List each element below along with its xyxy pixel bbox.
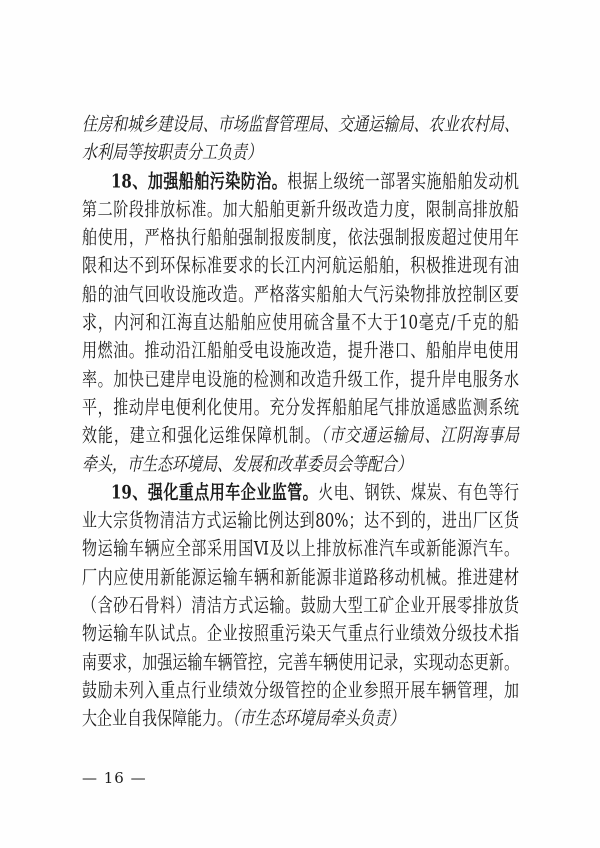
text-run-body: 南要求，加强运输车辆管控，完善车辆使用记录，实现动态更新。 [82, 650, 519, 673]
text-run-body: 求，内河和江海直达船舶应使用硫含量不大于10毫克/千克的船 [82, 310, 519, 334]
text-run-body: 物运输车队试点。企业按照重污染天气重点行业绩效分级技术指 [82, 621, 519, 645]
text-run-kaiti: 住房和城乡建设局、市场监督管理局、交通运输局、农业农村局、 [82, 112, 519, 136]
document-body [82, 110, 519, 733]
text-run-body: 厂内应使用新能源运输车辆和新能源非道路移动机械。推进建材 [82, 565, 519, 589]
text-run-body: 第二阶段排放标准。加大船舶更新升级改造力度，限制高排放船 [82, 197, 519, 221]
text-run-body: 船的油气回收设施改造。严格落实船舶大气污染物排放控制区要 [82, 282, 519, 306]
text-run-body: 火电、钢铁、煤炭、有色等行 [318, 480, 519, 504]
text-run-kaiti: 牵头，市生态环境局、发展和改革委员会等配合） [82, 452, 413, 475]
text-run-heading: 19、强化重点用车企业监管。 [111, 480, 319, 504]
document-line [82, 701, 519, 737]
text-run-body: 大企业自我保障能力。 [82, 706, 233, 730]
text-run-kaiti: （市生态环境局牵头负责） [232, 706, 405, 730]
text-run-kaiti: （市交通运输局、江阴海事局 [320, 423, 519, 447]
text-run-heading: 18、加强船舶污染防治。 [111, 169, 288, 192]
text-run-body: 鼓励未列入重点行业绩效分级管控的企业参照开展车辆管理，加 [82, 678, 519, 702]
text-run-body: 平，推动岸电便利化使用。充分发挥船舶尾气排放遥感监测系统 [82, 395, 519, 419]
text-run-body: 根据上级统一部署实施船舶发动机 [287, 169, 519, 192]
text-run-kaiti: 水利局等按职责分工负责） [82, 140, 263, 164]
text-run-body: 舶使用，严格执行船舶强制报废制度，依法强制报废超过使用年 [82, 225, 519, 249]
text-run-body: 物运输车辆应全部采用国Ⅵ及以上排放标准汽车或新能源汽车。 [82, 537, 519, 560]
text-run-body: 限和达不到环保标准要求的长江内河航运船舶，积极推进现有油 [82, 254, 519, 277]
text-run-body: （含砂石骨料）清洁方式运输。鼓励大型工矿企业开展零排放货 [82, 593, 519, 617]
page-number: — 16 — [82, 769, 147, 787]
text-run-body: 业大宗货物清洁方式运输比例达到80%；达不到的，进出厂区货 [82, 508, 519, 532]
text-run-body: 用燃油。推动沿江船舶受电设施改造，提升港口、船舶岸电使用 [82, 338, 519, 362]
text-run-body: 效能，建立和强化运维保障机制。 [82, 423, 321, 447]
text-run-body: 率。加快已建岸电设施的检测和改造升级工作，提升岸电服务水 [82, 367, 519, 390]
